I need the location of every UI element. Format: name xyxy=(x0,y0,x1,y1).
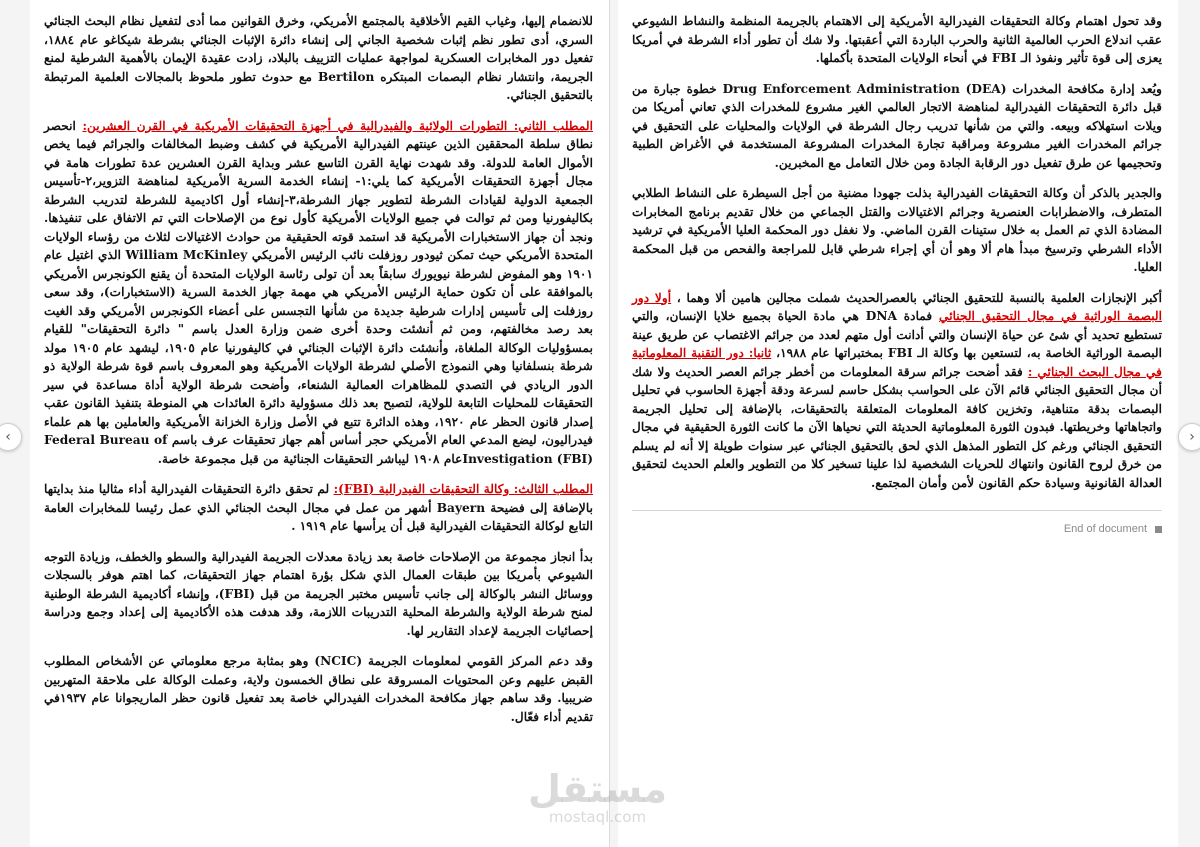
divider xyxy=(632,510,1162,511)
watermark-text: مستقل xyxy=(528,767,667,811)
paragraph: وقد تحول اهتمام وكالة التحقيقات الفيدرالية الأمريكية إلى الاهتمام بالجريمة المنظمة والنشاط الشيوعي عقب اندلاع الحرب العالمية الثانية والحرب الباردة التي أعقبتها. ولا شك أن تطور أداء الشرطة في أمريكا يعزى إلى قوة تأثير ونفوذ الـ FBI في أنحاء الولايات المتحدة بأكملها. xyxy=(632,14,1162,65)
section-heading: المطلب الثالث: وكالة التحقيقات الفيدرالية (FBI): xyxy=(333,482,593,496)
document-page-left xyxy=(30,0,610,847)
watermark-logo xyxy=(528,767,667,826)
end-of-document-label: End of document xyxy=(1063,523,1147,535)
paragraph: للانضمام إليها، وغياب القيم الأخلاقية بالمجتمع الأمريكي، وخرق القوانين مما أدى لتفعيل نظام البحث الجنائي السري، أدى تطور نظم إثبات شخصية الجاني إلى إنشاء دائرة الإثبات الجنائي بشرطة شيكاغو عام ١٨٨٤، تفعيل دور المخابرات العسكرية لمواجهة عمليات التزييف بالبلاد، زادت عقيدة الإيمان بالأهمية الشرطية لمنع الجريمة، وانتشار نظام البصمات المبتكره Bertilon مع حدوث تطور ملحوظ بالمجالات العلمية المرتبطة بالتحقيق الجنائي. xyxy=(44,14,593,102)
end-of-document xyxy=(632,523,1162,535)
paragraph: أكبر الإنجازات العلمية بالنسبة للتحقيق الجنائي بالعصرالحديث شملت مجالين هامين ألا وهما ، أولا دور البصمة الوراثية في مجال التحقيق الجنائي فمادة DNA هي مادة الحياة بجميع خلايا الإنسان، والتي تستطيع تحديد أي شئ عن حياة الإنسان والتي أدانت أول متهم لعدد من جرائم الاغتصاب عن طريق عينة البصمة الوراثية الخاصة به، لتستعين بها وكالة الـ FBI بمختبراتها عام ١٩٨٨، ثانيا: دور التقنية المعلوماتية في مجال البحث الجنائي : فقد أضحت جرائم سرقة المعلومات من أخطر جرائم العصر الحديث ولا شك أن مجال التحقيق الجنائي قائم الآن على الحواسب بشكل حاسم لسرعة ودقة أجهزة الحاسوب في تحليل البصمات بدقة متناهية، وتخزين كافة المعلومات المتعلقة بالتحقيقات، بالإضافة إلى تحليل الجريمة واتجاهاتها وخريطتها. فبدون الثورة المعلوماتية الحديثة التي نحياها الآن ما كانت الثورة الحقيقية في مجال التحقيق الجنائي ورغم كل التطور المذهل الذي لحق بالتحقيق الجنائي عبر سنوات طويلة إلا أنه لم يسلم من خرق لروح القانون وانتهاك للحريات الشخصية لذا علينا تسخير كلا من التطوير والعلم الحديث لتحقيق العدالة القانونية وسيادة حكم القانون لأمن وأمان المجتمع. xyxy=(632,290,1162,490)
next-page-button[interactable] xyxy=(1178,423,1200,451)
paragraph: المطلب الثالث: وكالة التحقيقات الفيدرالية (FBI): لم تحقق دائرة التحقيقات الفيدرالية أداء مثاليا منذ بدايتها بالإضافة إلى فضيحة Bayern أشهر من عمل في مجال البحث الجنائي الذي عمل رئيسا للمخابرات العامة التابع لوكالة التحقيقات الفيدرالية قبل أن يرأسها عام ١٩١٩ . xyxy=(44,482,593,533)
previous-page-button[interactable] xyxy=(0,423,22,451)
paragraph: ويُعد إدارة مكافحة المخدرات Drug Enforcement Administration (DEA) خطوة جبارة من قبل دائرة التحقيقات الفيدرالية لمناهضة الاتجار العالمي الغير مشروع للمخدرات الذي تعاني أمريكا من ويلات استهلاكه وبيعه. والتي من شأنها تدريب رجال الشرطة في الولايات والمحليات على التحقيق في جرائم المخدرات الغير مشروعة ومراقبة تجارة المخدرات المشروعة المستخدمة في الأغراض الطبية وتحجيمها عن طرق تفعيل دور الرقابة الجادة ومن خلال التعامل مع المخبرين. xyxy=(632,81,1162,170)
paragraph: بدأ انجاز مجموعة من الإصلاحات خاصة بعد زيادة معدلات الجريمة الفيدرالية والسطو والخطف، وزيادة التوجه الشيوعي بأمريكا بين طبقات العمال الذي شكل بؤرة اهتمام جهاز التحقيقات، كما اهتم هوفر بالسجلات ووسائل النشر بالوكالة إلى جانب تأسيس مختبر الجريمة من قبل (FBI)، وإنشاء أكاديمية الشرطة الوطنية لمنح شرطة الولاية والشرطة المحلية التدريبات اللازمة، وقد هدفت هذه الأكاديمية إلى إعداد وجمع ودراسة إحصائيات الجريمة لإعداد التقارير لها. xyxy=(44,549,594,638)
highlighted-text: ثانيا: دور التقنية المعلوماتية في مجال البحث الجنائي : xyxy=(632,346,1162,379)
document-page-right xyxy=(618,0,1178,847)
chevron-right-icon: › xyxy=(1189,429,1195,445)
square-icon xyxy=(1155,526,1162,533)
highlighted-text: أولا دور البصمة الوراثية في مجال التحقيق الجنائي xyxy=(632,290,1162,323)
section-heading: المطلب الثاني: التطورات الولائية والفيدرالية في أجهزة التحقيقات الأمريكية في القرن العشرين: xyxy=(82,118,593,133)
paragraph: وقد دعم المركز القومي لمعلومات الجريمة (NCIC) وهو بمثابة مرجع معلوماتي عن الأشخاص المطلوب القبض عليهم وعن المحتويات المسروقة على نطاق الخمسون ولاية، وعملت الوكالة على ملاحقة المتهربين ضريبيا. وقد ساهم جهاز مكافحة المخدرات الفيدرالي خاصة بعد تفعيل قانون حظر الماريجوانا عام ١٩٣٧في تقديم أداء فعّال. xyxy=(44,654,593,724)
paragraph: والجدير بالذكر أن وكالة التحقيقات الفيدرالية بذلت جهودا مضنية من أجل السيطرة على النشاط الطلابي المتطرف، والاضطرابات العنصرية وجرائم الاغتيالات والقتل الجماعي من خلال تقديم برنامج المخابرات المضادة الذي تم العمل به خلال ستينات القرن الماضي. ولا نغفل دور المحكمة العليا الأمريكية في ترشيد الأداء الشرطي وترسيخ مبدأ هام ألا وهو أن أي إجراء شرطي قابل للمراجعة والفحص من قبل المحكمة العليا. xyxy=(632,186,1162,274)
paragraph: المطلب الثاني: التطورات الولائية والفيدرالية في أجهزة التحقيقات الأمريكية في القرن العشرين: انحصر نطاق سلطة المحققين الذين عينتهم الفيدرالية الأمريكية في كشف وضبط المخالفات والجرائم فيما يخص الأموال العامة للدولة. وقد شهدت نهاية القرن التاسع عشر وبداية القرن العشرين عدة تطورات هامة في مجال أجهزة التحقيقات الأمريكية كما يلي:١- إنشاء الخدمة السرية الأمريكية لمناهضة التزوير،٢-تأسيس الجمعية الدولية لقيادات الشرطة لتطوير جهاز الشرطة،٣-إنشاء أول اكاديمية للشرطة لتدريب الشرطة بكاليفورنيا ومن ثم توالت في جميع الولايات الأمريكية كأول نوع من الإصلاحات التي تم الاتفاق على تنفيذها. ونجد أن جهاز الاستخبارات الأمريكية قد استمد قوته الحقيقية من حوادث الاغتيالات لثلاث من رؤساء الولايات المتحدة الأمريكي حيث تمكن ثيودور روزفلت نائب الرئيس الأمريكي William McKinley الذي اغتيل عام ١٩٠١ وهو المفوض لشرطة نيويورك سابقاً بعد أن تولى رئاسة الولايات المتحدة أن يقنع الكونجرس الأمريكي بالموافقة على أن تكون حماية الرئيس الأمريكي هي مهمة جهاز الخدمة السرية (الاستخبارات)، وقد سعى روزفلت إلى تأسيس إدارات شرطية جديدة من شأنها التجسس على أعضاء الكونجرس الأمريكي وقد الغيت بعد رصد مخالفتهم، ومن ثم أنشئت وحدة أخرى ضمن وزارة العدل باسم " دائرة التحقيقات" للقيام بمسؤوليات الوكالة الملغاة، وأنشئت دائرة الإثبات الجنائي في كاليفورنيا عام ١٩٠٥، ليشهد عام ١٩٠٥ مولد شرطة بنسلفانيا وهي النموذج الأصلي لشرطة الولايات الأمريكية وهو المعروف باسم قوة شرطة الولاية ذو الدور الريادي في التصدي للمظاهرات العمالية الشنعاء، وأضحت شرطة الولاية أداة مساعدة في سير التحقيقات للمحليات التابعة للولاية، لتصبح بعد ذلك مسؤولية دائرة العائدات هي المنوطة بتنفيذ القانون عقب إصدار قانون الحظر عام ١٩٢٠، وهذه الدائرة تتبع في الأصل وزارة الخزانة الأمريكية والعاملين بها هم علماء فيدراليون، ليضع المدعي العام الأمريكي حجر أساس أهم جهاز تحقيقات عرف باسم Federal Bureau of Investigation (FBI)عام ١٩٠٨ ليباشر التحقيقات الجنائية من قبل مجموعة خاصة. xyxy=(44,118,593,466)
chevron-left-icon: ‹ xyxy=(5,429,11,445)
watermark-url: mostaql.com xyxy=(548,808,647,826)
